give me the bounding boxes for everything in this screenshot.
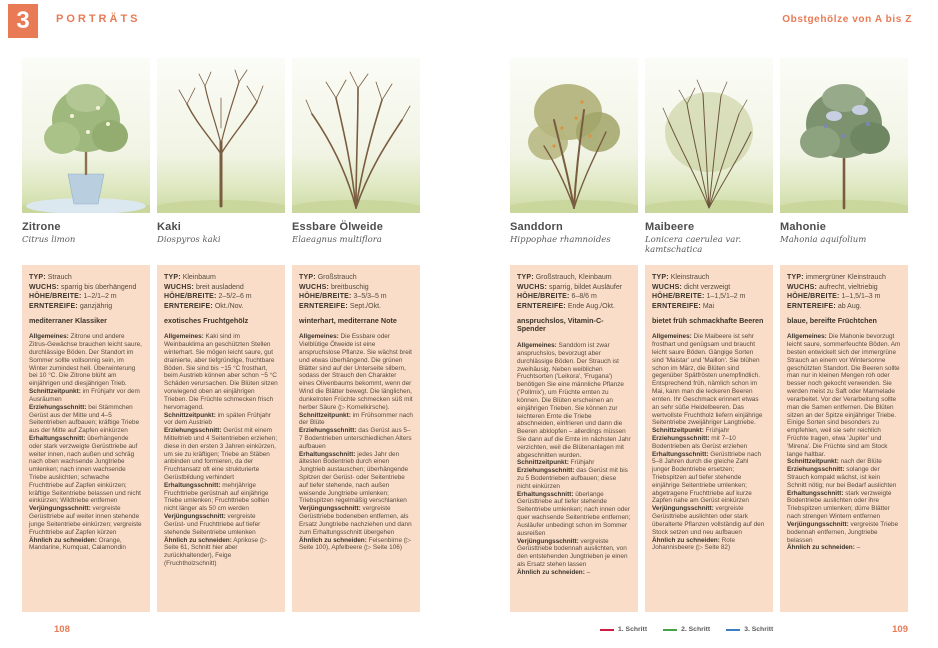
plant-portrait-column <box>292 58 420 612</box>
care-section: Verjüngungsschnitt: vergreiste Gerüst- und Fruchttriebe auf tiefer stehende Seitentriebe umlenken <box>164 513 261 536</box>
care-section: Verjüngungsschnitt: vergreiste Triebe bodennah entfernen, Jungtriebe belassen <box>787 520 899 544</box>
plant-title-block <box>157 213 285 265</box>
plant-portrait-column <box>645 58 773 612</box>
care-section: Verjüngungsschnitt: vergreiste Gerüsttriebe auf weiter innen stehende junge Seitentriebe einkürzen; vergreiste Fruchttriebe auf Zapfen kürzen <box>29 505 142 536</box>
info-typ: TYP: Kleinstrauch <box>652 274 710 281</box>
info-typ: TYP: immergrüner Kleinstrauch <box>787 274 886 281</box>
care-section: Ähnlich zu schneiden: Rote Johannisbeere (▷ Seite 82) <box>652 536 736 552</box>
plant-care-text <box>517 342 631 576</box>
info-typ: TYP: Kleinbaum <box>164 274 216 281</box>
care-section: Erziehungsschnitt: das Gerüst aus 5–7 Bodentrieben unterschiedlichen Alters aufbauen <box>299 427 412 450</box>
plant-info-panel <box>780 265 908 612</box>
plant-portrait-column <box>22 58 150 612</box>
care-section: Schnittzeitpunkt: nach der Blüte <box>787 458 882 466</box>
care-section: Schnittzeitpunkt: im Frühjahr vor dem Ausräumen <box>29 388 140 403</box>
cut-step-legend <box>600 626 773 633</box>
plant-care-text <box>299 333 413 552</box>
info-hoehe-breite: HÖHE/BREITE: 3–5/3–5 m <box>299 293 387 301</box>
care-section: Ähnlich zu schneiden: – <box>517 568 591 576</box>
sanddorn-illustration <box>510 58 638 213</box>
plant-latin-name: Lonicera caerulea var. kamtschatica <box>645 235 742 255</box>
care-section: Ähnlich zu schneiden: Orange, Mandarine, Kumquat, Calamondin <box>29 536 126 552</box>
plant-latin-name: Mahonia aquifolium <box>780 235 867 245</box>
care-section: Erhaltungsschnitt: jedes Jahr den ältesten Bodentrieb durch einen Jungtrieb austauschen; überhängende Spitzen der Gerüst- oder Seitentriebe auf tiefer stehende, nach außen weisende Jungtriebe umlenken; Triebspitzen regelmäßig verschlanken <box>299 450 409 505</box>
plant-latin-name: Elaeagnus multiflora <box>292 235 382 245</box>
info-wuchs: WUCHS: sparrig, bildet Ausläufer <box>517 283 623 291</box>
care-section: Ähnlich zu schneiden: – <box>787 544 861 552</box>
plant-portrait-column <box>780 58 908 612</box>
info-hoehe-breite: HÖHE/BREITE: 6–8/6 m <box>517 293 597 301</box>
plant-latin-name: Hippophae rhamnoides <box>510 235 611 245</box>
plant-care-text <box>29 333 143 552</box>
care-section: Allgemeines: Kaki sind im Weinbauklima an geschützten Stellen winterhart. Sie mögen leicht saure, gut drainierte, aber tiefgründige, fruchtbare Böden. Sie sind bis −15 °C frosthart, beim Austrieb können aber schon −5 °C Schäden verursachen. Die Blüten sitzen vorwiegend oben an einjährigen Trieben. Die Früchte schmecken frisch hervorragend. <box>164 333 278 411</box>
care-section: Schnittzeitpunkt: im späten Frühjahr vor dem Austrieb <box>164 411 271 427</box>
plant-title-block <box>22 213 150 265</box>
care-section: Allgemeines: Zitrone und andere Zitrus-Gewächse brauchen leicht saure, durchlässige Böden. Der Standort im Sommer sollte vollsonnig sein, im Winter zumindest hell. Überwinterung bei 10 °C. Die Zitrone blüht am einjährigen und diesjährigen Trieb. <box>29 333 142 388</box>
info-erntereife: ERNTEREIFE: Ende Aug./Okt. <box>517 302 615 310</box>
info-wuchs: WUCHS: breitbuschig <box>299 283 369 291</box>
step-label: 2. Schritt <box>681 626 711 633</box>
care-section: Allgemeines: Sanddorn ist zwar anspruchslos, bevorzugt aber durchlässige Böden. Der Strauch ist zweihäusig. Neben weiblichen Fruchtsorten ('Leikora', 'Frugana') benötigen Sie eine männliche Pflanze ('Pollmix'), um Früchte ernten zu können. Die Blüten erscheinen an einjährigen Trieben. Sie können zur leichteren Ernte die Triebe abschneiden, einfrieren und dann die Beeren abklopfen – allerdings müssen Sie dann auf die Ernte im nächsten Jahr verzichten, weil die Blütenanlagen mit abgeschnitten wurden. <box>517 342 631 459</box>
plant-name: Mahonie <box>780 221 827 233</box>
care-section: Erhaltungsschnitt: überlange Gerüsttriebe auf tiefer stehende Seitentriebe umlenken; nach innen oder quer wachsende Seitentriebe entfernen; Ausläufer unbedingt schon im Sommer ausreißen <box>517 490 631 537</box>
legend-item <box>663 626 710 633</box>
care-section: Erziehungsschnitt: solange der Strauch kompakt wächst, ist kein Schnitt nötig; nur bei Bedarf auslichten <box>787 466 897 489</box>
plant-tagline: mediterraner Klassiker <box>29 315 107 325</box>
plant-care-text <box>164 333 278 567</box>
plant-name: Maibeere <box>645 221 695 233</box>
plant-care-text <box>787 333 901 552</box>
info-wuchs: WUCHS: breit ausladend <box>164 283 244 291</box>
care-section: Schnittzeitpunkt: Frühjahr <box>517 459 595 467</box>
plant-tagline: winterhart, mediterrane Note <box>299 315 397 325</box>
step-label: 1. Schritt <box>618 626 648 633</box>
plant-info-panel <box>645 265 773 612</box>
info-typ: TYP: Großstrauch, Kleinbaum <box>517 274 612 281</box>
info-typ: TYP: Strauch <box>29 274 72 281</box>
info-hoehe-breite: HÖHE/BREITE: 2–5/2–6 m <box>164 293 252 301</box>
plant-name: Essbare Ölweide <box>292 221 384 233</box>
plant-portrait-column <box>510 58 638 612</box>
plant-latin-name: Diospyros kaki <box>157 235 221 245</box>
info-erntereife: ERNTEREIFE: Okt./Nov. <box>164 302 244 310</box>
plant-info-panel <box>22 265 150 612</box>
plant-info-panel <box>157 265 285 612</box>
plant-name: Zitrone <box>22 221 61 233</box>
plant-tagline: exotisches Fruchtgehölz <box>164 315 249 325</box>
care-section: Erziehungsschnitt: Gerüst mit einem Mitteltrieb und 4 Seitentrieben erziehen; diese in den ersten 3 Jahren einkürzen, um sie zu kräftigen; Triebe an Stäben anbinden und formieren, da der Fruchtansatz oft eine strukturierte Gerüstbildung verhindert <box>164 427 277 482</box>
info-erntereife: ERNTEREIFE: Sept./Okt. <box>299 302 381 310</box>
info-hoehe-breite: HÖHE/BREITE: 1–2/1–2 m <box>29 293 117 301</box>
plant-title-block <box>780 213 908 265</box>
maibeere-illustration <box>645 58 773 213</box>
plant-tagline: anspruchslos, Vitamin-C-Spender <box>517 315 604 334</box>
info-wuchs: WUCHS: dicht verzweigt <box>652 283 731 291</box>
plant-title-block <box>510 213 638 265</box>
info-wuchs: WUCHS: aufrecht, vieltriebig <box>787 283 878 291</box>
info-erntereife: ERNTEREIFE: ganzjährig <box>29 302 113 310</box>
step-label: 3. Schritt <box>744 626 774 633</box>
care-section: Allgemeines: Die Essbare oder Vielblütige Ölweide ist eine anspruchslose Pflanze. Sie wächst breit und etwas überhängend. Die grünen Blätter sind auf der Unterseite silbern, sodass der Strauch den Charakter eines Olivenbaums bekommt, wenn der Wind die Blätter bewegt. Die länglichen, dunkelroten Früchte schmecken süß mit herber Säure (▷ Kornelkirsche). <box>299 333 413 411</box>
care-section: Ähnlich zu schneiden: Aprikose (▷ Seite 61, Schnitt hier aber zurückhaltender), Feige (Fruchtholzschnitt) <box>164 536 267 567</box>
mahonie-illustration <box>780 58 908 213</box>
care-section: Erziehungsschnitt: das Gerüst mit bis zu 5 Bodentrieben aufbauen; diese nicht einkürzen <box>517 467 628 490</box>
plant-tagline: blaue, bereifte Früchtchen <box>787 315 877 325</box>
zitrone-illustration <box>22 58 150 213</box>
care-section: Verjüngungsschnitt: vergreiste Gerüsttriebe bodennah auslichten, von den entstehenden Jungtrieben je einen als Ersatz stehen lassen <box>517 537 628 568</box>
care-section: Erhaltungsschnitt: Gerüsttriebe nach 5–8 Jahren durch die gleiche Zahl junger Bodentriebe ersetzen; Triebspitzen auf tiefer stehende einjährige Seitentriebe umlenken; abgetragene Fruchttriebe auf kurze Zapfen nahe am Gerüst einkürzen <box>652 450 762 505</box>
page-number-left: 108 <box>54 624 70 635</box>
info-typ: TYP: Großstrauch <box>299 274 357 281</box>
care-section: Allgemeines: Die Maibeere ist sehr frosthart und genügsam und braucht leicht saure Böden. Gängige Sorten sind 'Maistar' und 'Maillon'. Sie blühen schon im März, die Blüten sind gegenüber Spätfrösten unempfindlich. Entsprechend früh, nämlich schon im Mai, kann man die leckeren Beeren ernten. Ihr Geschmack erinnert etwas an sehr süße Heidelbeeren. Das wertvollste Fruchtholz liefern einjährige Seitentriebe zweijähriger Langtriebe. <box>652 333 763 427</box>
step-color-swatch <box>726 629 740 631</box>
right-page-columns <box>510 58 908 612</box>
care-section: Erziehungsschnitt: mit 7–10 Bodentrieben als Gerüst erziehen <box>652 434 748 450</box>
plant-portrait-column <box>157 58 285 612</box>
care-section: Allgemeines: Die Mahonie bevorzugt leicht saure, sommerfeuchte Böden. Am besten entwickelt sich der immergrüne Strauch an einem vor Wintersonne geschützten Standort. Die Beeren sollte man nur in kleinen Mengen roh oder besser noch gekocht verwenden. Sie werden meist zu Saft oder Marmelade verarbeitet. Vor der Verarbeitung sollte man die Samen entfernen. Die Blüten sitzen an der Spitze einjähriger Triebe. Einige Sorten sind besonders zu empfehlen, weil sie sehr reichlich Früchte tragen, etwa 'Jupiter' und 'Mirena'. Die Früchte sind am Stock lange haltbar. <box>787 333 901 458</box>
plant-name: Sanddorn <box>510 221 563 233</box>
info-hoehe-breite: HÖHE/BREITE: 1–1,5/1–3 m <box>787 293 881 301</box>
care-section: Verjüngungsschnitt: vergreiste Gerüsttriebe bodeneben entfernen, als Ersatz Jungtriebe nachziehen und dann zum Erhaltungsschnitt übergehen <box>299 505 412 536</box>
care-section: Schnittzeitpunkt: im Frühsommer nach der Blüte <box>299 411 413 427</box>
info-erntereife: ERNTEREIFE: ab Aug. <box>787 302 862 310</box>
care-section: Erhaltungsschnitt: mehrjährige Fruchttriebe gerüstnah auf einjährige Triebe umlenken; Fruchttriebe sollten nicht länger als 50 cm werden <box>164 481 270 513</box>
care-section: Verjüngungsschnitt: vergreiste Gerüsttriebe auslichten oder stark überalterte Pflanzen vollständig auf den Stock setzen und neu aufbauen <box>652 505 765 536</box>
info-erntereife: ERNTEREIFE: Mai <box>652 302 715 310</box>
plant-name: Kaki <box>157 221 182 233</box>
plant-title-block <box>645 213 773 265</box>
plant-latin-name: Citrus limon <box>22 235 76 245</box>
legend-item <box>600 626 647 633</box>
plant-info-panel <box>510 265 638 612</box>
care-section: Erhaltungsschnitt: stark verzweigte Bodentriebe auslichten oder ihre Triebspitzen umlenken; dürre Blätter nach strengen Wintern entfernen <box>787 489 892 521</box>
oelweide-illustration <box>292 58 420 213</box>
info-wuchs: WUCHS: sparrig bis überhängend <box>29 283 137 291</box>
page-topic: Obstgehölze von A bis Z <box>782 14 912 25</box>
page-number-right: 109 <box>892 624 908 635</box>
plant-title-block <box>292 213 420 265</box>
care-section: Erziehungsschnitt: bei Stämmchen Gerüst aus der Mitte und 4–5 Seitentrieben aufbauen; kräftige Triebe aus der Mitte auf Zapfen einkürzen <box>29 403 140 435</box>
legend-item <box>726 626 773 633</box>
care-section: Ähnlich zu schneiden: Felsenbirne (▷ Seite 100), Apfelbeere (▷ Seite 106) <box>299 536 411 552</box>
plant-care-text <box>652 333 766 552</box>
step-color-swatch <box>663 629 677 631</box>
care-section: Erhaltungsschnitt: überhängende oder stark verzweigte Gerüsttriebe auf weiter innen, nach außen und schräg nach oben wachsende Jungtriebe umlenken; nach innen wachsende Triebe auslichten; schwache Fruchttriebe auf Zapfen einkürzen; kräftige Seitentriebe belassen und nicht einkürzen; Wildtriebe entfernen <box>29 434 141 505</box>
plant-tagline: bietet früh schmackhafte Beeren <box>652 315 764 325</box>
step-color-swatch <box>600 629 614 631</box>
left-page-columns <box>22 58 420 612</box>
chapter-number-badge: 3 <box>8 4 38 38</box>
plant-info-panel <box>292 265 420 612</box>
kaki-illustration <box>157 58 285 213</box>
section-title: PORTRÄTS <box>56 13 141 25</box>
care-section: Schnittzeitpunkt: Frühjahr <box>652 427 730 435</box>
info-hoehe-breite: HÖHE/BREITE: 1–1,5/1–2 m <box>652 293 746 301</box>
